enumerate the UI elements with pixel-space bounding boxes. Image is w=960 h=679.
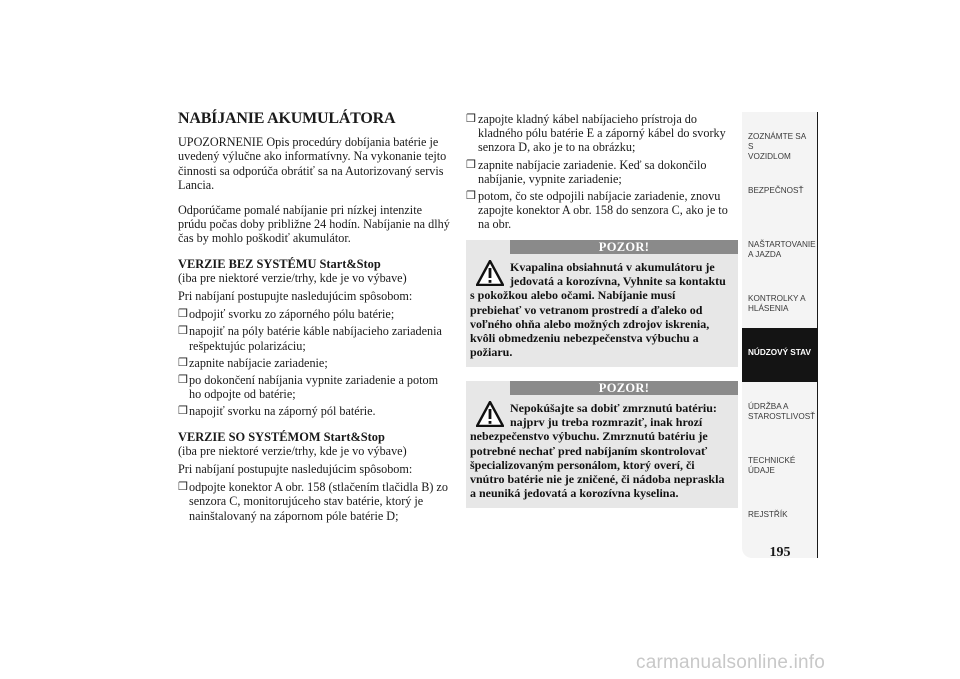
list-item: ❒ napojiť na póly batérie káble nabíjacieho zariadenia rešpektujúc polarizáciu; (178, 324, 442, 353)
list-item: ❒ zapnite nabíjacie zariadenie. Keď sa dokončilo nabíjanie, vypnite zariadenie; (466, 157, 707, 186)
section1-heading: VERZIE BEZ SYSTÉMU Start&Stop (178, 256, 381, 271)
list-item: ❒ odpojiť svorku zo záporného pólu batérie; (178, 307, 395, 322)
checkbox-bullet-icon: ❒ (178, 325, 188, 338)
section2-subheading: (iba pre niektoré verzie/trhy, kde je vo výbave) (178, 443, 407, 458)
warning-title: POZOR! (510, 240, 738, 254)
tab-index[interactable]: REJSTŘÍK (742, 490, 818, 558)
list-item: ❒ potom, čo ste odpojili nabíjacie zariadenie, znovu zapojte konektor A obr. 158 do senzora C, ako je to na obr. (466, 189, 728, 232)
list-item: ❒ zapnite nabíjacie zariadenie; (178, 355, 328, 370)
section1-steps (178, 307, 450, 418)
list-item: ❒ po dokončení nabíjania vypnite zariadenie a potom ho odpojte od batérie; (178, 373, 439, 402)
tab-starting-driving[interactable]: NAŠTARTOVANIE A JAZDA (742, 220, 818, 288)
watermark: carmanualsonline.info (636, 652, 826, 673)
tab-getting-to-know[interactable]: ZOZNÁMTE SA S VOZIDLOM (742, 112, 818, 180)
warning-text: Nepokúšajte sa dobiť zmrznutú batériu: najprv ju treba rozmraziť, inak hrozí nebezpečenstvo výbuchu. Zmrznutú batériu je potrebné nechať pred nabíjaním skontrolovať špecializovaným personálom, ktorý overí, či vnútro batérie nie je zničené, či nádoba nepraskla a neuniká jedovatá a korozívna kyselina. (470, 401, 725, 501)
checkbox-bullet-icon: ❒ (178, 405, 188, 418)
right-column (466, 112, 738, 235)
warning-triangle-icon (476, 401, 504, 427)
tab-warning-lights[interactable]: KONTROLKY A HLÁSENIA (742, 274, 818, 342)
section2-heading: VERZIE SO SYSTÉMOM Start&Stop (178, 429, 385, 444)
section2-steps (178, 480, 450, 523)
warning-triangle-icon (476, 260, 504, 286)
checkbox-bullet-icon: ❒ (466, 158, 476, 171)
continued-steps (466, 112, 738, 232)
tab-safety[interactable]: BEZPEČNOSŤ (742, 166, 818, 234)
checkbox-bullet-icon: ❒ (178, 374, 188, 387)
page-title: NABÍJANIE AKUMULÁTORA (178, 110, 396, 127)
warning-box-frozen-battery (466, 381, 738, 508)
page-number: 195 (769, 545, 791, 560)
tab-maintenance[interactable]: ÚDRŽBA A STAROSTLIVOSŤ (742, 382, 818, 450)
section1-lead: Pri nabíjaní postupujte nasledujúcim spôsobom: (178, 289, 413, 304)
checkbox-bullet-icon: ❒ (466, 113, 476, 125)
checkbox-bullet-icon: ❒ (466, 190, 476, 203)
warning-text: Kvapalina obsiahnutá v akumulátoru je jedovatá a korozívna, Vyhnite sa kontaktu s pokožkou alebo očami. Nabíjanie musí prebiehať vo vetranom prostredí a ďaleko od voľného ohňa alebo možných zdrojov iskrenia, kvôli obmedzeniu nebezpečenstva výbuchu a požiaru. (470, 260, 726, 360)
left-column (178, 112, 450, 526)
intro-note: UPOZORNENIE Opis procedúry dobíjania batérie je uvedený výlučne ako informatívny. Na vykonanie tejto činnosti sa odporúča obrátiť sa na Autorizovaný servis Lancia. (178, 135, 447, 192)
recommendation-paragraph: Odporúčame pomalé nabíjanie pri nízkej intenzite prúdu počas doby približne 24 hodín. Nabíjanie na dlhý čas by mohlo poškodiť akumulátor. (178, 203, 450, 246)
tab-emergency[interactable]: NÚDZOVÝ STAV (742, 328, 818, 396)
tab-technical-data[interactable]: TECHNICKÉ ÚDAJE (742, 436, 818, 504)
list-item: ❒ napojiť svorku na záporný pól batérie. (178, 404, 376, 419)
list-item: ❒ zapojte kladný kábel nabíjacieho prístroja do kladného pólu batérie E a záporný kábel do svorky senzora D, ako je to na obrázku; (466, 112, 726, 155)
checkbox-bullet-icon: ❒ (178, 308, 188, 321)
warning-title: POZOR! (510, 381, 738, 395)
section2-lead: Pri nabíjaní postupujte nasledujúcim spôsobom: (178, 462, 413, 477)
section1-subheading: (iba pre niektoré verzie/trhy, kde je vo výbave) (178, 270, 407, 285)
warning-box-electrolyte (466, 240, 738, 367)
checkbox-bullet-icon: ❒ (178, 356, 188, 369)
list-item: ❒ odpojte konektor A obr. 158 (stlačením tlačidla B) zo senzora C, monitorujúceho stav batérie, ktorý je nainštalovaný na zápornom póle batérie D; (178, 480, 448, 523)
checkbox-bullet-icon: ❒ (178, 481, 188, 494)
